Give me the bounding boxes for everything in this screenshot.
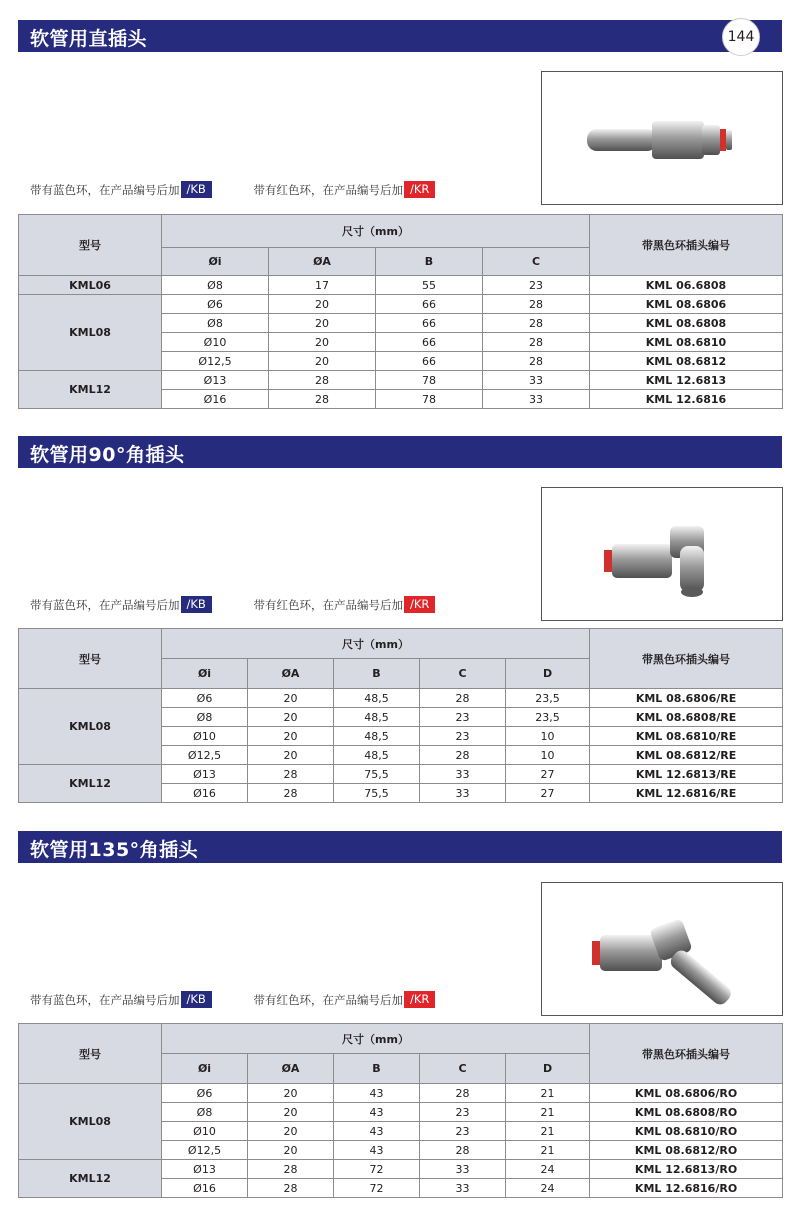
product-photo <box>541 71 783 205</box>
header-model: 型号 <box>19 629 162 689</box>
cell: 28 <box>483 295 590 314</box>
product-photo <box>541 487 783 621</box>
cell: 10 <box>506 727 590 746</box>
cell: 21 <box>506 1084 590 1103</box>
header-col: Øi <box>162 248 269 276</box>
cell: Ø6 <box>162 689 248 708</box>
page-number: 144 <box>722 18 760 56</box>
cell: 21 <box>506 1122 590 1141</box>
spec-table <box>18 1023 783 1198</box>
cell: 28 <box>248 784 334 803</box>
cell: 66 <box>376 333 483 352</box>
model-cell: KML08 <box>19 295 162 371</box>
blue-ring-option <box>30 991 212 1009</box>
blue-ring-code: /KB <box>181 991 212 1008</box>
product-photo <box>541 882 783 1016</box>
red-ring-text: 带有红色环，在产品编号后加 <box>253 598 403 612</box>
header-col: D <box>506 1054 590 1084</box>
header-col: D <box>506 659 590 689</box>
cell: Ø10 <box>162 1122 248 1141</box>
cell: Ø10 <box>162 333 269 352</box>
cell: 20 <box>248 689 334 708</box>
red-ring-option <box>253 181 435 199</box>
cell: 28 <box>248 765 334 784</box>
section-title: 软管用90°角插头 <box>30 444 185 466</box>
header-model: 型号 <box>19 1024 162 1084</box>
section-banner <box>18 831 782 863</box>
code-cell: KML 12.6816 <box>590 390 783 409</box>
model-cell: KML06 <box>19 276 162 295</box>
header-col: B <box>334 1054 420 1084</box>
cell: Ø8 <box>162 708 248 727</box>
cell: 23,5 <box>506 689 590 708</box>
cell: 20 <box>248 1141 334 1160</box>
cell: 75,5 <box>334 765 420 784</box>
header-col: C <box>483 248 590 276</box>
cell: 20 <box>248 1122 334 1141</box>
blue-ring-code: /KB <box>181 181 212 198</box>
section-banner <box>18 436 782 468</box>
red-ring-option <box>253 596 435 614</box>
cell: 78 <box>376 390 483 409</box>
cell: 72 <box>334 1160 420 1179</box>
code-cell: KML 08.6810 <box>590 333 783 352</box>
cell: 43 <box>334 1084 420 1103</box>
color-ring-options <box>30 181 435 199</box>
cell: 28 <box>420 1084 506 1103</box>
cell: 28 <box>483 333 590 352</box>
cell: 20 <box>248 727 334 746</box>
cell: 23 <box>420 1103 506 1122</box>
cell: Ø12,5 <box>162 352 269 371</box>
blue-ring-text: 带有蓝色环，在产品编号后加 <box>30 993 180 1007</box>
cell: Ø12,5 <box>162 1141 248 1160</box>
header-col: ØA <box>248 1054 334 1084</box>
header-code: 带黑色环插头编号 <box>590 1024 783 1084</box>
section-title: 软管用直插头 <box>30 28 148 50</box>
table-row <box>19 765 783 784</box>
header-col: ØA <box>269 248 376 276</box>
cell: Ø13 <box>162 1160 248 1179</box>
cell: Ø16 <box>162 1179 248 1198</box>
color-ring-options <box>30 991 435 1009</box>
cell: 43 <box>334 1141 420 1160</box>
straight-plug-image <box>542 72 782 204</box>
header-code: 带黑色环插头编号 <box>590 629 783 689</box>
blue-ring-text: 带有蓝色环，在产品编号后加 <box>30 183 180 197</box>
blue-ring-option <box>30 181 212 199</box>
code-cell: KML 08.6810/RE <box>590 727 783 746</box>
cell: 48,5 <box>334 746 420 765</box>
cell: 23 <box>483 276 590 295</box>
header-dimensions: 尺寸（mm） <box>162 215 590 248</box>
cell: 33 <box>420 1179 506 1198</box>
cell: 55 <box>376 276 483 295</box>
cell: 75,5 <box>334 784 420 803</box>
cell: 20 <box>269 314 376 333</box>
code-cell: KML 08.6810/RO <box>590 1122 783 1141</box>
header-col: Øi <box>162 1054 248 1084</box>
header-dimensions: 尺寸（mm） <box>162 1024 590 1054</box>
cell: 20 <box>269 295 376 314</box>
cell: Ø10 <box>162 727 248 746</box>
red-ring-text: 带有红色环，在产品编号后加 <box>253 993 403 1007</box>
spec-table <box>18 628 783 803</box>
table-row <box>19 1160 783 1179</box>
cell: Ø6 <box>162 295 269 314</box>
table-row <box>19 295 783 314</box>
cell: Ø16 <box>162 784 248 803</box>
code-cell: KML 08.6812 <box>590 352 783 371</box>
cell: Ø13 <box>162 765 248 784</box>
code-cell: KML 12.6813/RE <box>590 765 783 784</box>
cell: 21 <box>506 1103 590 1122</box>
cell: 23,5 <box>506 708 590 727</box>
angle-135-plug-image <box>542 883 782 1015</box>
cell: 28 <box>420 746 506 765</box>
code-cell: KML 08.6812/RE <box>590 746 783 765</box>
cell: 72 <box>334 1179 420 1198</box>
red-ring-text: 带有红色环，在产品编号后加 <box>253 183 403 197</box>
code-cell: KML 12.6816/RO <box>590 1179 783 1198</box>
red-ring-code: /KR <box>404 181 435 198</box>
cell: 33 <box>483 390 590 409</box>
cell: 66 <box>376 314 483 333</box>
cell: 27 <box>506 765 590 784</box>
cell: 24 <box>506 1179 590 1198</box>
cell: 28 <box>248 1179 334 1198</box>
cell: Ø16 <box>162 390 269 409</box>
header-col: B <box>376 248 483 276</box>
blue-ring-text: 带有蓝色环，在产品编号后加 <box>30 598 180 612</box>
cell: 20 <box>248 746 334 765</box>
code-cell: KML 08.6812/RO <box>590 1141 783 1160</box>
cell: 28 <box>483 314 590 333</box>
red-ring-code: /KR <box>404 991 435 1008</box>
blue-ring-code: /KB <box>181 596 212 613</box>
cell: 20 <box>269 333 376 352</box>
cell: 33 <box>420 1160 506 1179</box>
section-banner <box>18 20 782 52</box>
header-col: Øi <box>162 659 248 689</box>
cell: 33 <box>420 765 506 784</box>
code-cell: KML 12.6816/RE <box>590 784 783 803</box>
code-cell: KML 08.6806/RO <box>590 1084 783 1103</box>
cell: 28 <box>420 1141 506 1160</box>
code-cell: KML 08.6808 <box>590 314 783 333</box>
cell: Ø6 <box>162 1084 248 1103</box>
cell: 23 <box>420 727 506 746</box>
code-cell: KML 08.6808/RO <box>590 1103 783 1122</box>
cell: 23 <box>420 1122 506 1141</box>
table-row <box>19 371 783 390</box>
table-row <box>19 689 783 708</box>
cell: Ø8 <box>162 314 269 333</box>
cell: 28 <box>420 689 506 708</box>
cell: 66 <box>376 295 483 314</box>
header-col: C <box>420 1054 506 1084</box>
cell: Ø12,5 <box>162 746 248 765</box>
cell: 43 <box>334 1122 420 1141</box>
cell: 43 <box>334 1103 420 1122</box>
cell: 33 <box>420 784 506 803</box>
code-cell: KML 08.6808/RE <box>590 708 783 727</box>
cell: 28 <box>248 1160 334 1179</box>
section-title: 软管用135°角插头 <box>30 839 199 861</box>
code-cell: KML 06.6808 <box>590 276 783 295</box>
cell: Ø13 <box>162 371 269 390</box>
cell: 48,5 <box>334 689 420 708</box>
header-col: B <box>334 659 420 689</box>
table-row <box>19 1084 783 1103</box>
angle-90-plug-image <box>542 488 782 620</box>
cell: 28 <box>483 352 590 371</box>
cell: 33 <box>483 371 590 390</box>
cell: 66 <box>376 352 483 371</box>
cell: 17 <box>269 276 376 295</box>
cell: 48,5 <box>334 727 420 746</box>
cell: 24 <box>506 1160 590 1179</box>
header-col: C <box>420 659 506 689</box>
cell: 20 <box>248 1103 334 1122</box>
header-model: 型号 <box>19 215 162 276</box>
cell: 27 <box>506 784 590 803</box>
red-ring-option <box>253 991 435 1009</box>
cell: 48,5 <box>334 708 420 727</box>
cell: 20 <box>248 708 334 727</box>
cell: Ø8 <box>162 276 269 295</box>
code-cell: KML 08.6806/RE <box>590 689 783 708</box>
red-ring-code: /KR <box>404 596 435 613</box>
cell: 21 <box>506 1141 590 1160</box>
code-cell: KML 12.6813 <box>590 371 783 390</box>
cell: 28 <box>269 390 376 409</box>
table-row <box>19 276 783 295</box>
header-code: 带黑色环插头编号 <box>590 215 783 276</box>
cell: 23 <box>420 708 506 727</box>
cell: Ø8 <box>162 1103 248 1122</box>
cell: 78 <box>376 371 483 390</box>
model-cell: KML08 <box>19 689 162 765</box>
model-cell: KML12 <box>19 371 162 409</box>
cell: 20 <box>248 1084 334 1103</box>
cell: 10 <box>506 746 590 765</box>
model-cell: KML12 <box>19 765 162 803</box>
header-dimensions: 尺寸（mm） <box>162 629 590 659</box>
color-ring-options <box>30 596 435 614</box>
model-cell: KML08 <box>19 1084 162 1160</box>
cell: 20 <box>269 352 376 371</box>
code-cell: KML 08.6806 <box>590 295 783 314</box>
model-cell: KML12 <box>19 1160 162 1198</box>
blue-ring-option <box>30 596 212 614</box>
cell: 28 <box>269 371 376 390</box>
code-cell: KML 12.6813/RO <box>590 1160 783 1179</box>
header-col: ØA <box>248 659 334 689</box>
spec-table <box>18 214 783 409</box>
